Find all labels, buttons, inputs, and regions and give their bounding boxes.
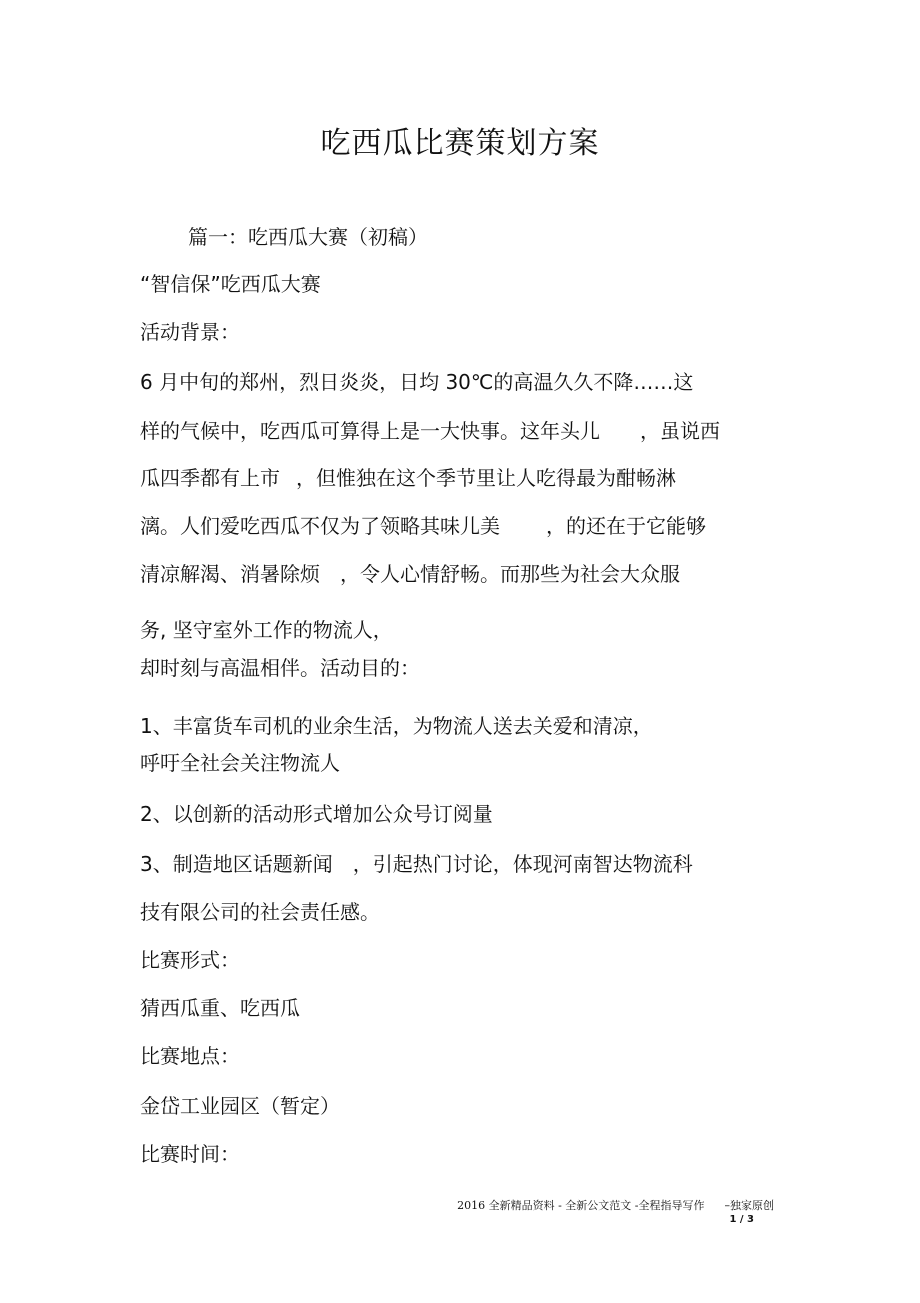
footer-suffix: –独家原创 <box>724 1199 774 1212</box>
background-line-2 <box>140 418 720 444</box>
background-line-5-part-b: ，令人心情舒畅。而那些为社会大众服 <box>340 562 680 586</box>
background-line-1: 6 月中旬的郑州，烈日炎炎，日均 30℃的高温久久不降……这 <box>140 370 694 394</box>
background-line-3 <box>140 465 676 491</box>
background-line-3-part-b: ，但惟独在这个季节里让人吃得最为酣畅淋 <box>296 466 676 490</box>
background-line-5-part-a: 清凉解渴、消暑除烦 <box>140 562 320 586</box>
format-label: 比赛形式： <box>140 948 240 972</box>
event-name: “智信保”吃西瓜大赛 <box>140 272 321 296</box>
document-title: 吃西瓜比赛策划方案 <box>320 126 600 161</box>
goal-2: 2、以创新的活动形式增加公众号订阅量 <box>140 802 493 826</box>
background-line-6: 务, 坚守室外工作的物流人， <box>140 618 393 642</box>
background-line-4 <box>140 513 706 539</box>
background-label: 活动背景： <box>140 320 240 344</box>
section-heading: 篇一：吃西瓜大赛（初稿） <box>188 225 428 249</box>
background-line-4-part-b: ，的还在于它能够 <box>546 514 706 538</box>
background-line-2-part-a: 样的气候中，吃西瓜可算得上是一大快事。这年头儿 <box>140 419 600 443</box>
footer-text: 2016 全新精品资料 - 全新公文范文 -全程指导写作 <box>457 1199 705 1212</box>
background-line-5 <box>140 561 680 587</box>
goal-3-line-1-part-b: ，引起热门讨论，体现河南智达物流科 <box>352 852 693 876</box>
goal-1-line-1: 1、丰富货车司机的业余生活，为物流人送去关爱和清凉， <box>140 714 653 738</box>
location-label: 比赛地点： <box>140 1044 240 1068</box>
goal-3-line-2: 技有限公司的社会责任感。 <box>140 900 380 924</box>
background-line-7: 却时刻与高温相伴。活动目的： <box>140 656 420 680</box>
format-value: 猜西瓜重、吃西瓜 <box>140 996 300 1020</box>
page-footer <box>457 1197 774 1213</box>
location-value: 金岱工业园区（暂定） <box>140 1094 340 1118</box>
background-line-4-part-a: 漓。人们爱吃西瓜不仅为了领略其味儿美 <box>140 514 500 538</box>
goal-1-line-2: 呼吁全社会关注物流人 <box>140 751 340 775</box>
background-line-3-part-a: 瓜四季都有上市 <box>140 466 280 490</box>
page-number: 1 / 3 <box>729 1214 754 1225</box>
goal-3-line-1 <box>140 851 693 877</box>
background-line-2-part-b: ，虽说西 <box>640 419 720 443</box>
goal-3-line-1-part-a: 3、制造地区话题新闻 <box>140 852 333 876</box>
time-label: 比赛时间： <box>140 1142 240 1166</box>
